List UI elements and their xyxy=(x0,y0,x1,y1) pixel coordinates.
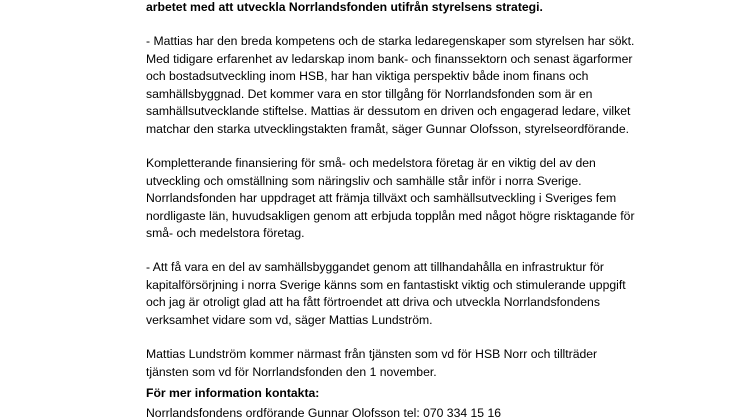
paragraph-line: Med tidigare erfarenhet av ledarskap inom bank- och finanssektorn och senast ägarformer xyxy=(146,51,633,66)
paragraph-line: - Mattias har den breda kompetens och de starka ledaregenskaper som styrelsen har sökt. xyxy=(146,34,635,48)
paragraph-line: samhällsutvecklande stiftelse. Mattias är dessutom en driven och engagerad ledare, vilket xyxy=(146,104,631,118)
contact-line: Norrlandsfondens ordförande Gunnar Olofsson tel: 070 334 15 16 xyxy=(146,406,502,419)
paragraph-line: Mattias Lundström kommer närmast från tjänsten som vd för HSB Norr och tillträder xyxy=(146,347,598,361)
paragraph-line: och bostadsutveckling inom HSB, har han viktiga perspektiv både inom finans och xyxy=(146,69,589,83)
paragraph-line: - Att få vara en del av samhällsbyggandet genom att tillhandahålla en infrastruktur för xyxy=(146,260,604,274)
paragraph-line: verksamhet vidare som vd, säger Mattias Lundström. xyxy=(146,312,433,327)
contact-heading: För mer information kontakta: xyxy=(146,386,320,400)
paragraph-line: Kompletterande finansiering för små- och medelstora företag är en viktig del av den xyxy=(146,156,596,170)
paragraph-line: små- och medelstora företag. xyxy=(146,226,305,240)
paragraph-line: tjänsten som vd för Norrlandsfonden den 1 november. xyxy=(146,364,437,379)
paragraph-line: matchar den starka utvecklingstakten framåt, säger Gunnar Olofsson, styrelseordförande. xyxy=(146,121,629,136)
document-page xyxy=(146,0,666,419)
paragraph-line: Norrlandsfonden har uppdraget att främja tillväxt och samhällsutveckling i Sveriges fem xyxy=(146,191,617,205)
paragraph-line: nordligaste län, huvudsakligen genom att erbjuda topplån med något högre risktagande för xyxy=(146,208,635,223)
paragraph-line: kapitalförsörjning i norra Sverige känns som en fantastiskt viktig och stimulerande uppgift xyxy=(146,277,626,292)
paragraph-line: och jag är otroligt glad att ha fått förtroendet att driva och utveckla Norrlandsfondens xyxy=(146,295,600,309)
paragraph-line: samhällsbyggnad. Det kommer vara en stor tillgång för Norrlandsfonden som är en xyxy=(146,86,593,101)
intro-tail-bold: arbetet med att utveckla Norrlandsfonden utifrån styrelsens strategi. xyxy=(146,0,543,14)
paragraph-line: utveckling och omställning som näringsliv och samhälle står inför i norra Sverige. xyxy=(146,173,582,188)
